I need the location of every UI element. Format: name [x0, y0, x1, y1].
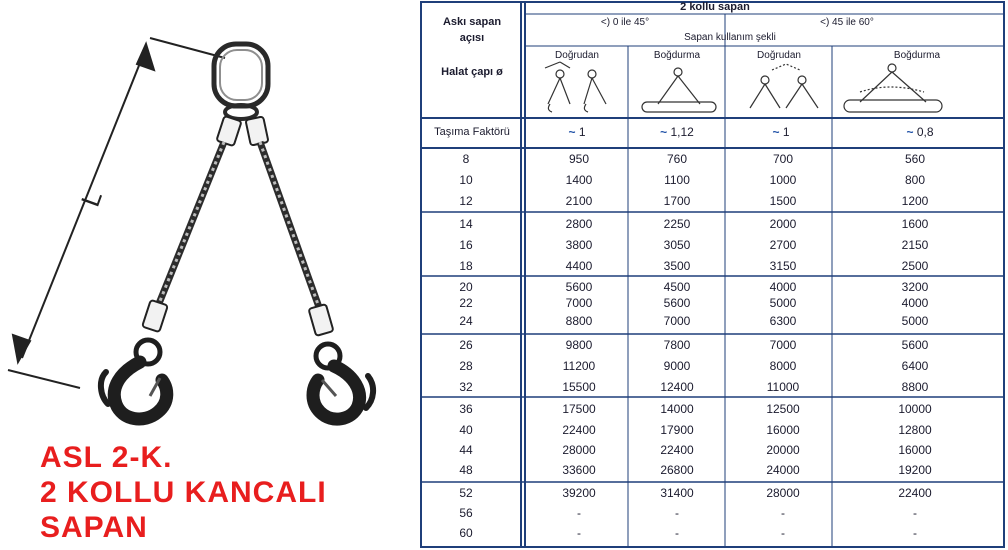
- approx-symbol: ~: [906, 125, 914, 139]
- capacity-cell: 22400: [898, 486, 932, 500]
- diameter-cell: 44: [459, 443, 473, 457]
- usage-pictogram-direct-2: [750, 64, 818, 108]
- capacity-cell: 3050: [663, 238, 691, 252]
- capacity-cell: 15500: [562, 380, 596, 394]
- capacity-cell: 4000: [901, 296, 929, 310]
- capacity-cell: 39200: [562, 486, 596, 500]
- factor-cell-3: [732, 125, 830, 139]
- diameter-cell: 36: [459, 402, 473, 416]
- angle-group-1: <) 0 ile 45°: [600, 17, 650, 28]
- capacity-cell: 5000: [901, 314, 929, 328]
- ferrule-top-left: [216, 116, 241, 146]
- factor-value: 1,12: [670, 125, 694, 139]
- capacity-cell: -: [781, 526, 785, 540]
- capacity-cell: 24000: [766, 463, 800, 477]
- capacity-cell: 7800: [663, 338, 691, 352]
- wire-rope-left: [158, 142, 224, 306]
- capacity-cell: 1200: [901, 194, 929, 208]
- hook-left: [101, 340, 167, 419]
- capacity-cell: 12500: [766, 402, 800, 416]
- factor-cell-2: [630, 125, 724, 139]
- diameter-cell: 22: [459, 296, 473, 310]
- capacity-cell: 7000: [769, 338, 797, 352]
- capacity-cell: 22400: [660, 443, 694, 457]
- diameter-cell: 52: [459, 486, 473, 500]
- capacity-cell: 5600: [663, 296, 691, 310]
- diameter-cell: 8: [462, 152, 470, 166]
- capacity-cell: 9800: [565, 338, 593, 352]
- diameter-cell: 18: [459, 259, 473, 273]
- factor-value: 1: [782, 125, 790, 139]
- capacity-cell: -: [577, 506, 581, 520]
- usage-type-2: Boğdurma: [653, 50, 701, 61]
- capacity-cell: 28000: [766, 486, 800, 500]
- capacity-cell: 5600: [901, 338, 929, 352]
- capacity-cell: -: [781, 506, 785, 520]
- diameter-cell: 12: [459, 194, 473, 208]
- capacity-cell: 3150: [769, 259, 797, 273]
- caption-line-1: ASL 2-K.: [40, 441, 173, 474]
- capacity-cell: 14000: [660, 402, 694, 416]
- capacity-cell: 4000: [769, 280, 797, 294]
- approx-symbol: ~: [772, 125, 780, 139]
- capacity-cell: 19200: [898, 463, 932, 477]
- capacity-cell: 2000: [769, 217, 797, 231]
- usage-header: Sapan kullanım şekli: [684, 32, 776, 43]
- capacity-cell: 16000: [766, 423, 800, 437]
- capacity-cell: 700: [772, 152, 794, 166]
- usage-type-3: Doğrudan: [757, 50, 801, 61]
- capacity-cell: 12800: [898, 423, 932, 437]
- capacity-cell: 4500: [663, 280, 691, 294]
- corner-header-angle: Askı sapan açısı: [442, 16, 502, 44]
- capacity-cell: 11200: [562, 359, 596, 373]
- factor-label: Taşıma Faktörü: [434, 126, 510, 138]
- capacity-cell: 560: [904, 152, 926, 166]
- diameter-cell: 56: [459, 506, 473, 520]
- capacity-cell: 8800: [901, 380, 929, 394]
- diameter-cell: 10: [459, 173, 473, 187]
- corner-header-diameter: Halat çapı ø: [441, 66, 503, 78]
- capacity-cell: 9000: [663, 359, 691, 373]
- capacity-cell: 17900: [660, 423, 694, 437]
- capacity-cell: 2500: [901, 259, 929, 273]
- diameter-cell: 26: [459, 338, 473, 352]
- capacity-cell: 5600: [565, 280, 593, 294]
- diameter-cell: 16: [459, 238, 473, 252]
- capacity-cell: 10000: [898, 402, 932, 416]
- capacity-cell: -: [675, 506, 679, 520]
- dimension-label: L: [74, 186, 108, 211]
- capacity-cell: -: [913, 526, 917, 540]
- diameter-cell: 28: [459, 359, 473, 373]
- top-header: 2 kollu sapan: [680, 1, 750, 13]
- capacity-cell: -: [913, 506, 917, 520]
- diameter-cell: 60: [459, 526, 473, 540]
- capacity-table: [420, 0, 1008, 550]
- capacity-cell: 2100: [565, 194, 593, 208]
- diameter-cell: 20: [459, 280, 473, 294]
- hook-right: [313, 344, 373, 419]
- capacity-cell: 7000: [663, 314, 691, 328]
- ferrule-bottom-right: [308, 304, 333, 336]
- diameter-cell: 40: [459, 423, 473, 437]
- caption-line-2: 2 KOLLU KANCALI: [40, 476, 327, 509]
- capacity-cell: 33600: [562, 463, 596, 477]
- capacity-cell: 7000: [565, 296, 593, 310]
- product-caption: [40, 440, 327, 545]
- capacity-cell: 8000: [769, 359, 797, 373]
- capacity-cell: 3800: [565, 238, 593, 252]
- capacity-cell: 760: [666, 152, 688, 166]
- usage-type-4: Boğdurma: [893, 50, 941, 61]
- caption-line-3: SAPAN: [40, 511, 148, 544]
- capacity-cell: 6400: [901, 359, 929, 373]
- sling-illustration: [0, 0, 420, 430]
- diameter-cell: 32: [459, 380, 473, 394]
- capacity-cell: 17500: [562, 402, 596, 416]
- usage-pictogram-direct-1: [545, 62, 606, 112]
- capacity-cell: 2150: [901, 238, 929, 252]
- factor-value: 1: [578, 125, 586, 139]
- capacity-cell: 2250: [663, 217, 691, 231]
- capacity-cell: 26800: [660, 463, 694, 477]
- factor-cell-4: [840, 125, 1000, 139]
- capacity-cell: 20000: [766, 443, 800, 457]
- capacity-cell: 1100: [664, 173, 690, 187]
- capacity-cell: 1500: [769, 194, 797, 208]
- capacity-cell: 22400: [562, 423, 596, 437]
- capacity-cell: 31400: [660, 486, 694, 500]
- capacity-cell: -: [577, 526, 581, 540]
- capacity-cell: 8800: [565, 314, 593, 328]
- approx-symbol: ~: [660, 125, 668, 139]
- capacity-cell: 1700: [663, 194, 691, 208]
- capacity-cell: 950: [568, 152, 590, 166]
- ferrule-top-right: [245, 116, 268, 145]
- capacity-cell: 16000: [898, 443, 932, 457]
- capacity-cell: 28000: [562, 443, 596, 457]
- capacity-cell: 1600: [901, 217, 929, 231]
- capacity-cell: 11000: [766, 380, 800, 394]
- ferrule-bottom-left: [142, 300, 168, 332]
- capacity-cell: 2700: [769, 238, 797, 252]
- diameter-cell: 24: [459, 314, 473, 328]
- capacity-cell: 3500: [663, 259, 691, 273]
- capacity-cell: 5000: [769, 296, 797, 310]
- usage-pictogram-choke-1: [642, 68, 716, 112]
- capacity-cell: 12400: [660, 380, 694, 394]
- angle-group-2: <) 45 ile 60°: [820, 17, 874, 28]
- capacity-cell: 2800: [565, 217, 593, 231]
- capacity-cell: 1000: [769, 173, 797, 187]
- diameter-cell: 14: [459, 217, 473, 231]
- capacity-cell: 1400: [565, 173, 593, 187]
- capacity-cell: -: [675, 526, 679, 540]
- diameter-cell: 48: [459, 463, 473, 477]
- wire-rope-right: [260, 142, 320, 310]
- capacity-cell: 6300: [769, 314, 797, 328]
- capacity-cell: 800: [904, 173, 926, 187]
- master-link: [214, 44, 268, 119]
- factor-value: 0,8: [916, 125, 934, 139]
- capacity-cell: 4400: [565, 259, 593, 273]
- usage-type-1: Doğrudan: [555, 50, 599, 61]
- factor-cell-1: [530, 125, 624, 139]
- capacity-cell: 3200: [901, 280, 929, 294]
- approx-symbol: ~: [568, 125, 576, 139]
- usage-pictogram-choke-2: [844, 64, 942, 112]
